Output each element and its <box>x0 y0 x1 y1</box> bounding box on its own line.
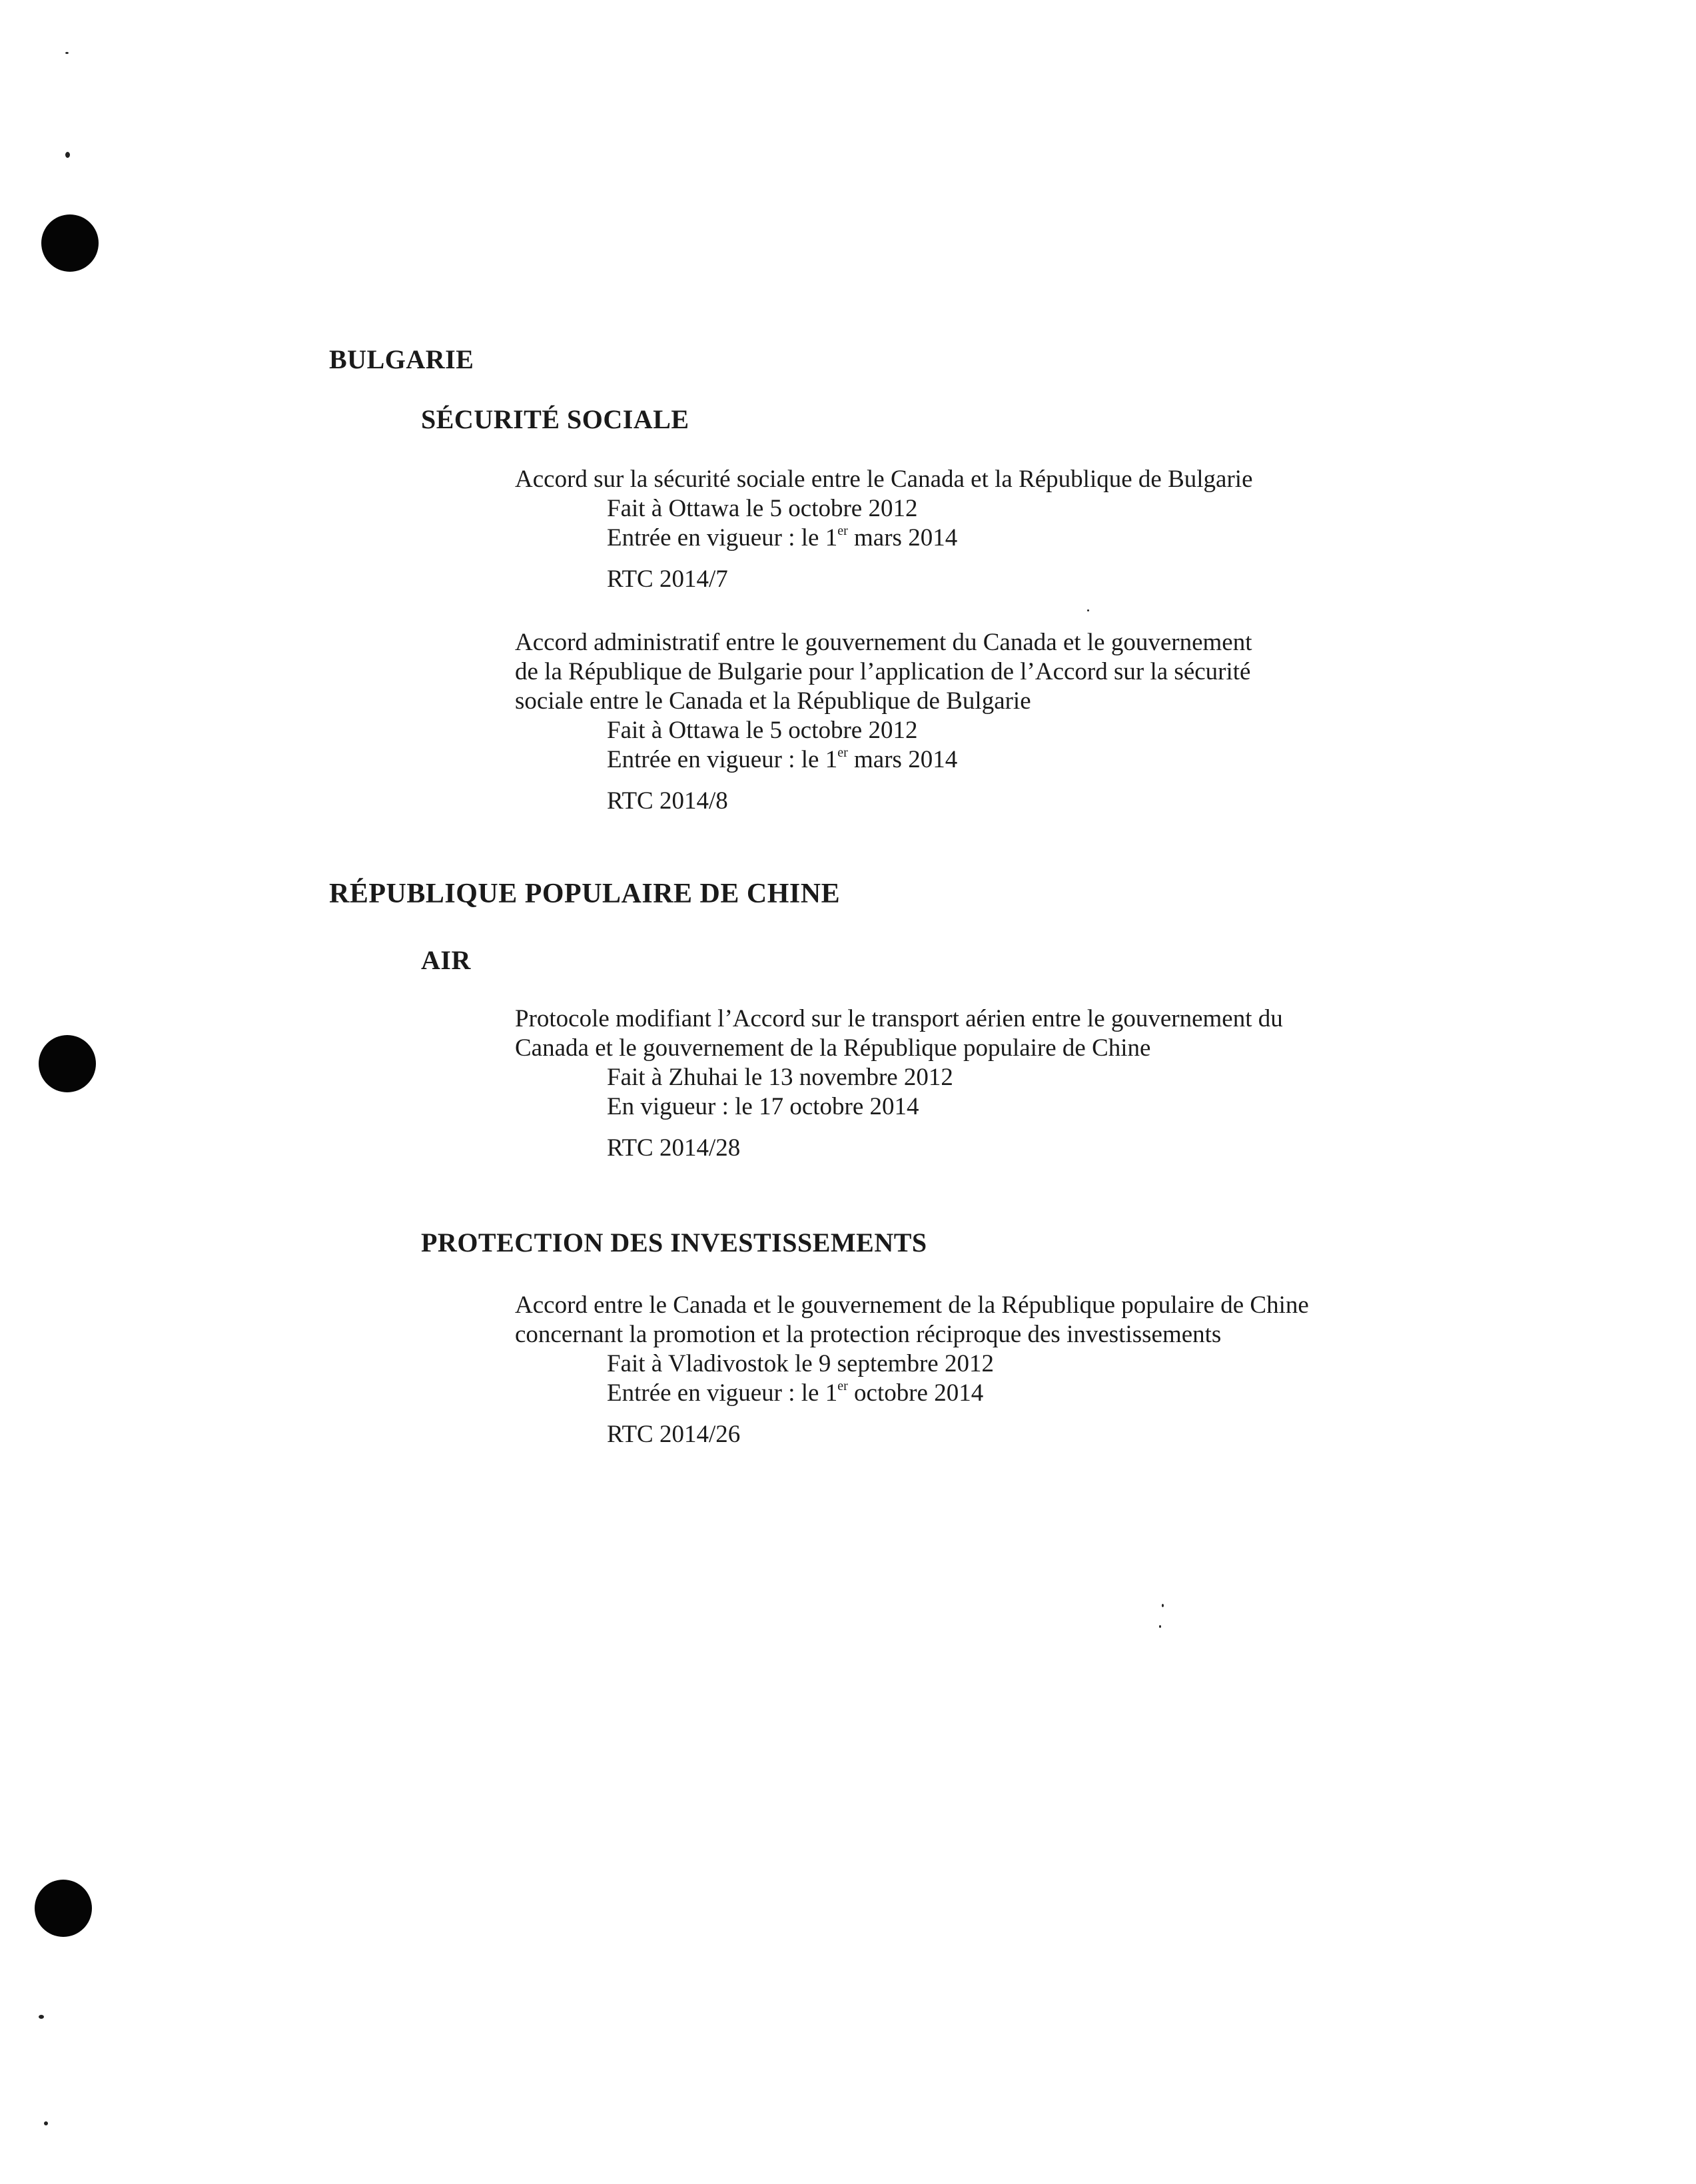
scan-speck <box>39 2015 44 2019</box>
treaty-entry <box>515 1004 1381 1163</box>
country-heading-china: RÉPUBLIQUE POPULAIRE DE CHINE <box>329 879 841 909</box>
subject-heading-social-security: SÉCURITÉ SOCIALE <box>421 404 689 434</box>
treaty-signed: Fait à Zhuhai le 13 novembre 2012 <box>607 1064 953 1091</box>
treaty-reference: RTC 2014/8 <box>607 787 728 815</box>
treaty-in-force: En vigueur : le 17 octobre 2014 <box>607 1093 919 1120</box>
treaty-title: concernant la promotion et la protection réciproque des investissements <box>515 1321 1222 1348</box>
treaty-signed: Fait à Vladivostok le 9 septembre 2012 <box>607 1350 994 1377</box>
treaty-title: sociale entre le Canada et la République de Bulgarie <box>515 687 1031 715</box>
punch-hole-bottom <box>35 1880 92 1937</box>
treaty-reference: RTC 2014/26 <box>607 1421 741 1448</box>
treaty-signed: Fait à Ottawa le 5 octobre 2012 <box>607 717 918 744</box>
treaty-in-force: Entrée en vigueur : le 1er octobre 2014 <box>607 1379 984 1407</box>
scan-speck <box>44 2121 48 2125</box>
treaty-entry <box>515 1291 1381 1449</box>
punch-hole-middle <box>39 1035 96 1092</box>
punch-hole-top <box>41 214 99 272</box>
scan-speck <box>1087 609 1089 611</box>
treaty-title: Accord sur la sécurité sociale entre le Canada et la République de Bulgarie <box>515 466 1253 493</box>
treaty-signed: Fait à Ottawa le 5 octobre 2012 <box>607 495 918 522</box>
scan-speck <box>1162 1604 1164 1607</box>
scan-speck <box>65 152 70 158</box>
treaty-title: Canada et le gouvernement de la République populaire de Chine <box>515 1034 1151 1062</box>
treaty-reference: RTC 2014/28 <box>607 1134 741 1162</box>
subject-heading-air: AIR <box>421 945 471 975</box>
country-heading-bulgaria: BULGARIE <box>329 344 474 374</box>
treaty-reference: RTC 2014/7 <box>607 565 728 593</box>
treaty-title: Protocole modifiant l’Accord sur le transport aérien entre le gouvernement du <box>515 1005 1283 1032</box>
treaty-title: de la République de Bulgarie pour l’application de l’Accord sur la sécurité <box>515 658 1251 685</box>
treaty-in-force: Entrée en vigueur : le 1er mars 2014 <box>607 524 958 551</box>
treaty-entry <box>515 628 1381 816</box>
scan-speck <box>65 52 69 54</box>
treaty-title: Accord administratif entre le gouvernement du Canada et le gouvernement <box>515 629 1252 656</box>
treaty-entry <box>515 465 1381 594</box>
scan-speck <box>1159 1625 1161 1628</box>
subject-heading-investment-protection: PROTECTION DES INVESTISSEMENTS <box>421 1228 927 1258</box>
treaty-in-force: Entrée en vigueur : le 1er mars 2014 <box>607 745 958 773</box>
treaty-title: Accord entre le Canada et le gouvernement de la République populaire de Chine <box>515 1291 1309 1319</box>
